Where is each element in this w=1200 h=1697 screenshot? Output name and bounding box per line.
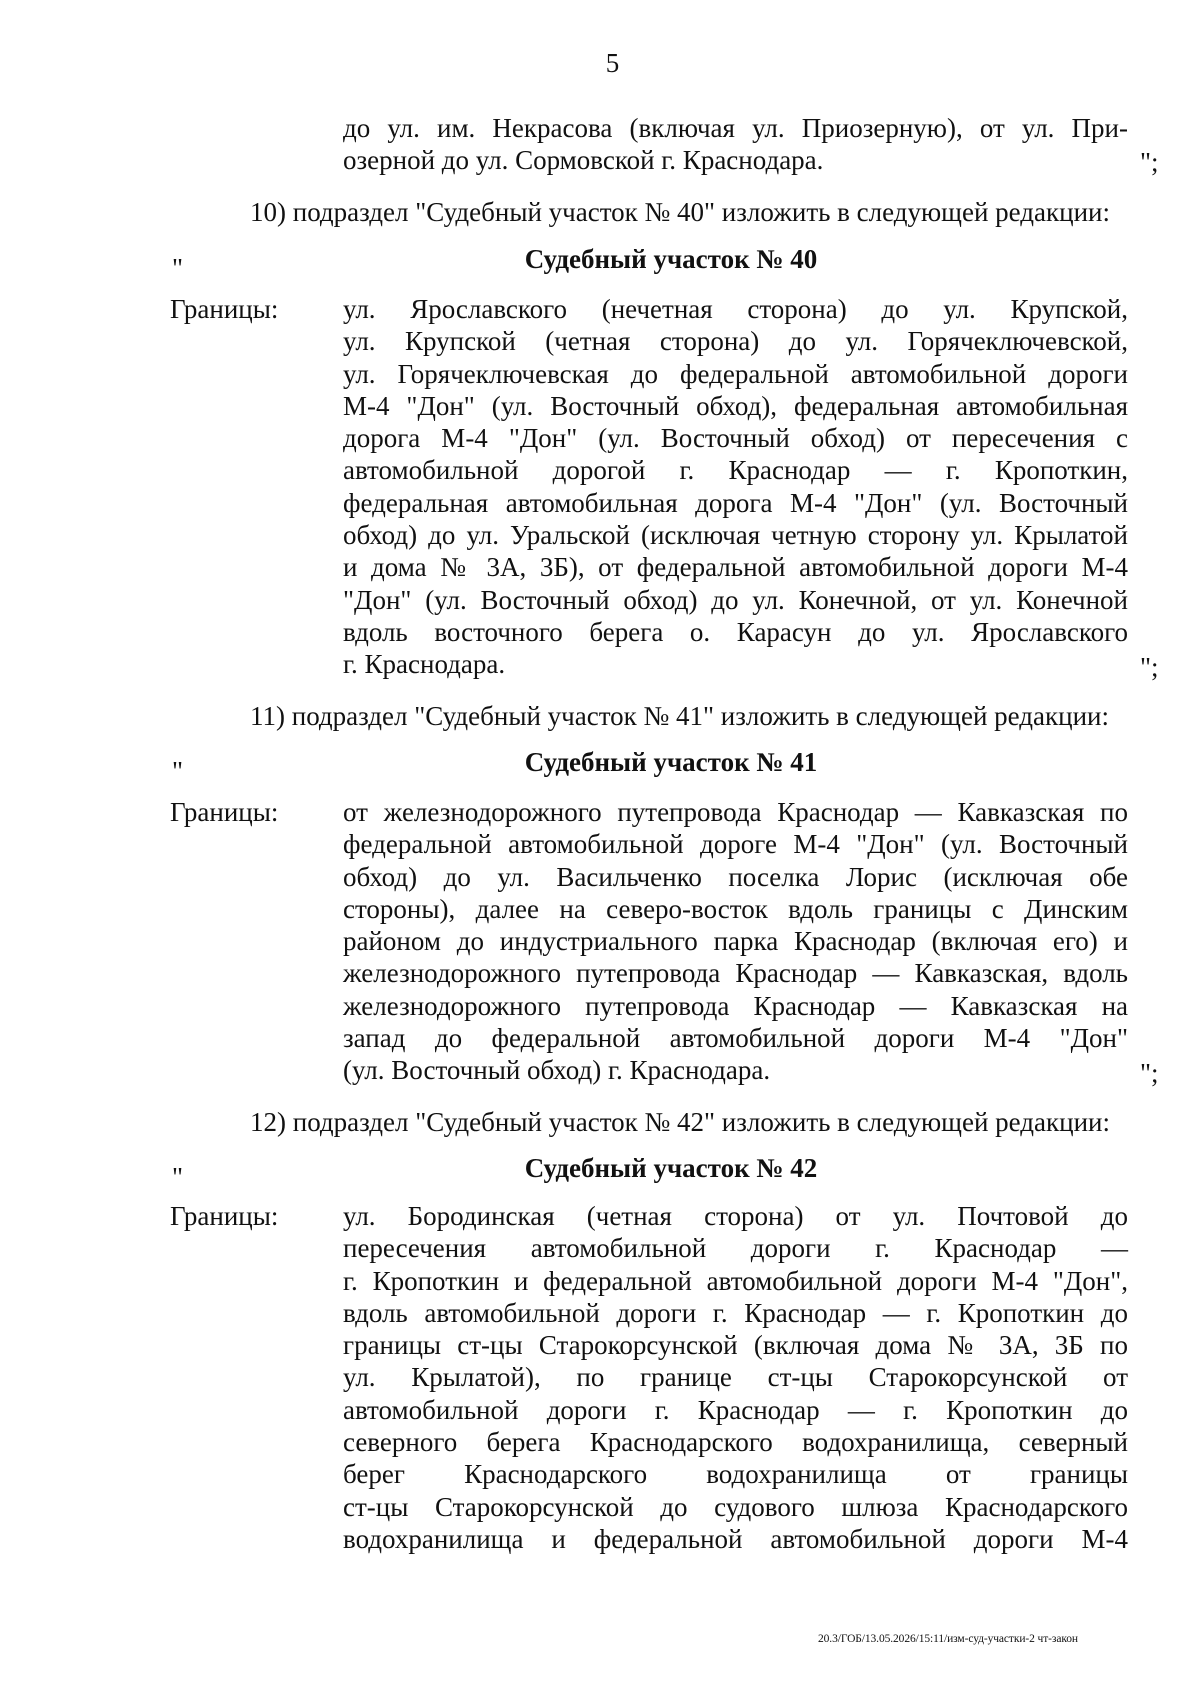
borders-41-line-5: районом до индустриального парка Краснодар (включая его) и [343,926,1128,957]
close-quote-section-41: "; [1140,1058,1159,1088]
borders-42-line-8: северного берега Краснодарского водохранилища, северный [343,1427,1128,1458]
borders-42-line-5: границы ст-цы Старокорсунской (включая дома № 3А, 3Б по [343,1330,1128,1361]
instruction-section-42: 12) подраздел "Судебный участок № 42" изложить в следующей редакции: [250,1107,1110,1137]
borders-text-41 [343,796,1128,1087]
borders-40-line-9: и дома № 3А, 3Б), от федеральной автомобильной дороги М-4 [343,552,1128,583]
borders-41-line-7: железнодорожного путепровода Краснодар — Кавказская на [343,990,1128,1021]
borders-40-line-8: обход) до ул. Уральской (исключая четную сторону ул. Крылатой [343,520,1128,551]
borders-42-line-3: г. Кропоткин и федеральной автомобильной дороги М-4 "Дон", [343,1265,1128,1296]
label-borders-42: Границы: [170,1201,279,1231]
borders-42-line-10: ст-цы Старокорсунской до судового шлюза Краснодарского [343,1491,1128,1522]
borders-40-line-2: ул. Крупской (четная сторона) до ул. Горячеключевской, [343,326,1128,357]
borders-40-line-1: ул. Ярославского (нечетная сторона) до ул. Крупской, [343,294,1128,324]
borders-41-line-4: стороны), далее на северо-восток вдоль границы с Динским [343,893,1128,924]
intro-close-quote: "; [1140,147,1159,177]
borders-42-line-6: ул. Крылатой), по границе ст-цы Старокорсунской от [343,1362,1128,1393]
borders-40-line-5: дорога М-4 "Дон" (ул. Восточный обход) от пересечения с [343,423,1128,454]
borders-41-line-9: (ул. Восточный обход) г. Краснодара. [343,1055,771,1086]
borders-40-line-3: ул. Горячеключевская до федеральной автомобильной дороги [343,358,1128,389]
close-quote-section-40: "; [1140,652,1159,682]
footer-reference: 20.3/ГОБ/13.05.2026/15:11/изм-суд-участки-2 чт-закон [818,1633,1078,1645]
borders-41-line-6: железнодорожного путепровода Краснодар — Кавказская, вдоль [343,958,1128,989]
borders-42-line-9: берег Краснодарского водохранилища от границы [343,1459,1128,1490]
borders-42-line-7: автомобильной дороги г. Краснодар — г. Кропоткин до [343,1394,1128,1425]
borders-42-line-1: ул. Бородинская (четная сторона) от ул. Почтовой до [343,1201,1128,1231]
instruction-section-40: 10) подраздел "Судебный участок № 40" изложить в следующей редакции: [250,197,1110,227]
borders-41-line-3: обход) до ул. Васильченко поселка Лорис (исключая обе [343,861,1128,892]
open-quote-section-40: " [172,253,184,283]
borders-42-line-2: пересечения автомобильной дороги г. Краснодар — [343,1233,1128,1264]
page-number: 5 [605,48,620,78]
borders-40-line-7: федеральная автомобильная дорога М-4 "Дон" (ул. Восточный [343,487,1128,518]
borders-text-40 [343,293,1128,681]
borders-text-42 [343,1200,1128,1555]
borders-42-line-4: вдоль автомобильной дороги г. Краснодар — г. Кропоткин до [343,1297,1128,1328]
heading-section-41: Судебный участок № 41 [524,747,818,777]
borders-40-line-12: г. Краснодара. [343,649,506,680]
label-borders-40: Границы: [170,294,279,324]
borders-42-line-11: водохранилища и федеральной автомобильной дороги М-4 [343,1523,1128,1554]
borders-41-line-2: федеральной автомобильной дороге М-4 "Дон" (ул. Восточный [343,829,1128,860]
borders-40-line-10: "Дон" (ул. Восточный обход) до ул. Конечной, от ул. Конечной [343,584,1128,615]
intro-line-1: до ул. им. Некрасова (включая ул. Приозерную), от ул. При- [343,113,1128,143]
borders-40-line-4: М-4 "Дон" (ул. Восточный обход), федеральная автомобильная [343,390,1128,421]
open-quote-section-41: " [172,756,184,786]
open-quote-section-42: " [172,1162,184,1192]
heading-section-42: Судебный участок № 42 [524,1153,818,1183]
borders-40-line-6: автомобильной дорогой г. Краснодар — г. Кропоткин, [343,455,1128,486]
heading-section-40: Судебный участок № 40 [524,244,818,274]
intro-line-2: озерной до ул. Сормовской г. Краснодара. [343,145,824,175]
borders-41-line-1: от железнодорожного путепровода Краснодар — Кавказская по [343,797,1128,827]
borders-41-line-8: запад до федеральной автомобильной дороги М-4 "Дон" [343,1023,1128,1054]
instruction-section-41: 11) подраздел "Судебный участок № 41" изложить в следующей редакции: [250,701,1109,731]
borders-40-line-11: вдоль восточного берега о. Карасун до ул. Ярославского [343,616,1128,647]
label-borders-41: Границы: [170,797,279,827]
